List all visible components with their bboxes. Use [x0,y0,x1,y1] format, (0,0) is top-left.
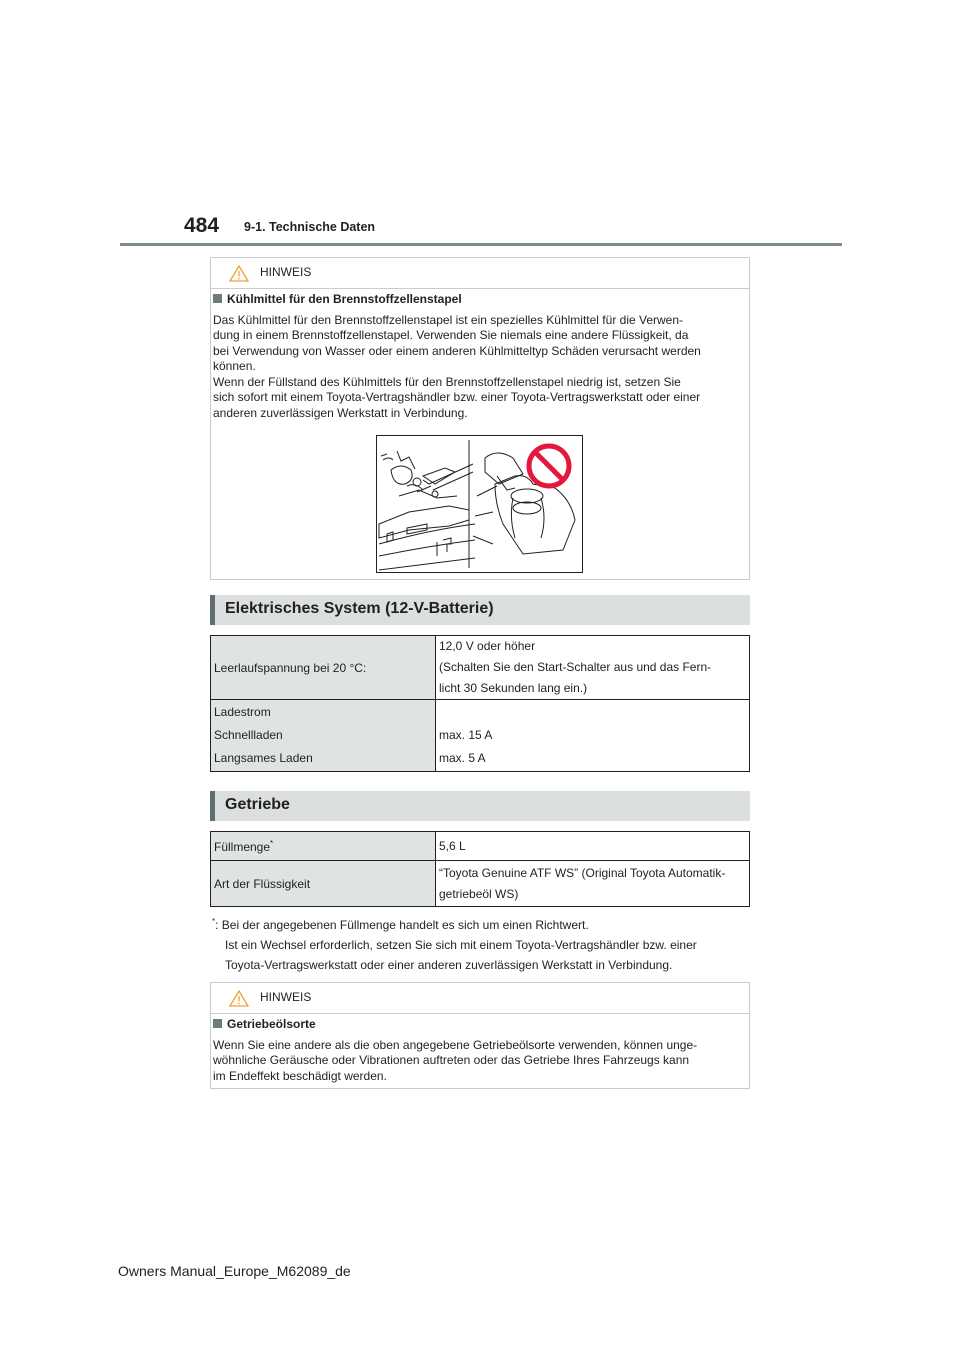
section-title: 9-1. Technische Daten [244,220,376,234]
transmission-spec-table [210,831,750,907]
notice-label: HINWEIS [260,265,312,279]
table-label-cell: Leerlaufspannung bei 20 °C: [211,636,436,700]
page-number: 484 [184,214,220,237]
notice-line: Wenn Sie eine andere als die oben angegebene Getriebeölsorte verwenden, können unge- [213,1037,698,1052]
table-value-cell: “Toyota Genuine ATF WS” (Original Toyota Automatik- getriebeöl WS) [436,861,750,907]
footnote [212,912,752,975]
notice-header [211,983,749,1014]
notice-line: dung in einem Brennstoffzellenstapel. Verwenden Sie niemals eine andere Flüssigkeit, da [213,328,689,342]
section-heading-text: Getriebe [225,796,290,813]
table-label-cell: Ladestrom Schnellladen Langsames Laden [211,700,436,772]
square-bullet-icon [213,294,222,303]
table-label-cell: Füllmenge* [211,832,436,861]
notice-body [211,1014,749,1084]
table-row [211,700,750,772]
warning-triangle-icon [229,990,249,1007]
table-value-cell: max. 15 A max. 5 A [436,700,750,772]
engine-bay-illustration [377,436,582,572]
notice-line: Das Kühlmittel für den Brennstoffzellenstapel ist ein spezielles Kühlmittel für die Verwen- [213,312,684,327]
notice-line: anderen zuverlässigen Werkstatt in Verbindung. [213,405,468,420]
notice-line: können. [213,359,256,373]
footnote-line: *: Bei der angegebenen Füllmenge handelt es sich um einen Richtwert. [212,917,589,932]
table-row [211,636,750,700]
square-bullet-icon [213,1019,222,1028]
table-label-cell: Art der Flüssigkeit [211,861,436,907]
section-heading-text: Elektrisches System (12-V-Batterie) [225,600,494,617]
warning-triangle-icon [229,265,249,282]
notice-header [211,258,749,289]
prohibition-icon [529,446,569,486]
section-heading-transmission [210,791,750,821]
notice-line: im Endeffekt beschädigt werden. [213,1068,387,1083]
notice-box-transmission-oil [210,982,750,1089]
table-row [211,832,750,861]
footnote-line: Ist ein Wechsel erforderlich, setzen Sie sich mit einem Toyota-Vertragshändler bzw. einer [225,938,697,952]
notice-line: wöhnliche Geräusche oder Vibrationen auftreten oder das Getriebe Ihres Fahrzeugs kann [213,1053,690,1067]
coolant-illustration [376,435,583,573]
section-heading-electrical [210,595,750,625]
footnote-marker: * [270,838,274,848]
footnote-line: Toyota-Vertragswerkstatt oder einer anderen zuverlässigen Werkstatt in Verbindung. [225,958,673,972]
notice-heading: Getriebeölsorte [213,1017,747,1033]
table-value-cell: 12,0 V oder höher (Schalten Sie den Start-Schalter aus und das Fern- licht 30 Sekunden lang ein.) [436,636,750,700]
notice-label: HINWEIS [260,990,312,1004]
notice-line: sich sofort mit einem Toyota-Vertragshändler bzw. einer Toyota-Vertragswerkstatt oder einer [213,390,701,404]
notice-line: Wenn der Füllstand des Kühlmittels für den Brennstoffzellenstapel niedrig ist, setzen Sie [213,374,681,389]
table-value-cell: 5,6 L [436,832,750,861]
table-row [211,861,750,907]
notice-body [211,289,749,421]
footer-text: Owners Manual_Europe_M62089_de [118,1263,351,1279]
notice-heading: Kühlmittel für den Brennstoffzellenstapel [213,292,747,308]
notice-line: bei Verwendung von Wasser oder einem anderen Kühlmitteltyp Schäden verursacht werden [213,343,701,358]
electrical-spec-table [210,635,750,772]
header-divider [120,243,842,246]
